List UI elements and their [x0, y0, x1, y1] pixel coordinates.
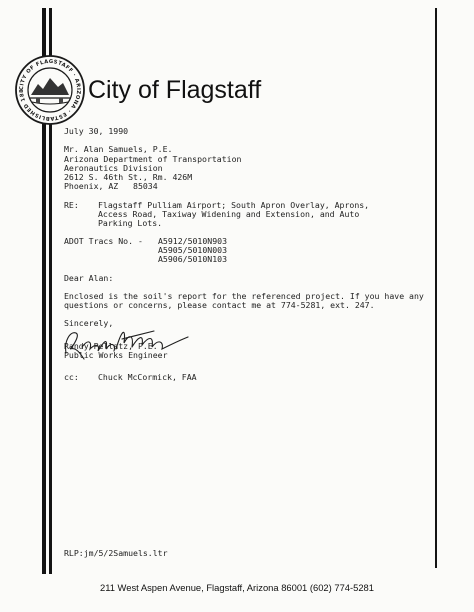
tracs-number: A5905/5010N003 — [158, 244, 228, 255]
reference-initials: RLP:jm/5/2Samuels.ltr — [64, 548, 168, 558]
tracs-number: A5906/5010N103 — [158, 254, 228, 265]
seal-text: CITY OF FLAGSTAFF · ARIZONA · ESTABLISHED 188 — [18, 58, 82, 122]
cc-name: Chuck McCormick, FAA — [98, 371, 197, 382]
city-seal — [14, 54, 86, 126]
recipient-line: Arizona Department of Transportation — [64, 153, 242, 164]
recipient-line: Phoenix, AZ 85034 — [64, 181, 158, 192]
signer-name: Randy Pellatz, P.E. — [64, 340, 158, 351]
body-paragraph: Enclosed is the soil's report for the referenced project. If you have any questions or concerns, please contact me at 774-5281, ext. 247. — [64, 290, 424, 311]
tracs-number: A5912/5010N903 — [158, 235, 228, 246]
footer-address: 211 West Aspen Avenue, Flagstaff, Arizona 86001 (602) 774-5281 — [100, 582, 374, 593]
signature-block — [64, 329, 450, 365]
subject-label: RE: — [64, 199, 79, 210]
salutation: Dear Alan: — [64, 272, 114, 283]
tracs-label: ADOT Tracs No. - — [64, 235, 143, 246]
letter-date: July 30, 1990 — [64, 126, 129, 136]
closing: Sincerely, — [64, 318, 114, 329]
recipient-address — [64, 145, 450, 191]
signer-title: Public Works Engineer — [64, 350, 168, 361]
subject-line: Parking Lots. — [98, 218, 163, 229]
cc-block — [64, 373, 450, 382]
recipient-line: Aeronautics Division — [64, 162, 163, 173]
recipient-line: 2612 S. 46th St., Rm. 426M — [64, 172, 193, 183]
letterhead-city-name: City of Flagstaff — [88, 76, 262, 104]
subject-block — [64, 201, 450, 229]
tracs-block — [64, 237, 450, 265]
cc-label: cc: — [64, 371, 79, 382]
subject-line: Flagstaff Pulliam Airport; South Apron Overlay, Aprons, — [98, 199, 370, 210]
recipient-line: Mr. Alan Samuels, P.E. — [64, 144, 173, 155]
subject-line: Access Road, Taxiway Widening and Extension, and Auto — [98, 209, 360, 220]
letter-body — [64, 127, 450, 382]
